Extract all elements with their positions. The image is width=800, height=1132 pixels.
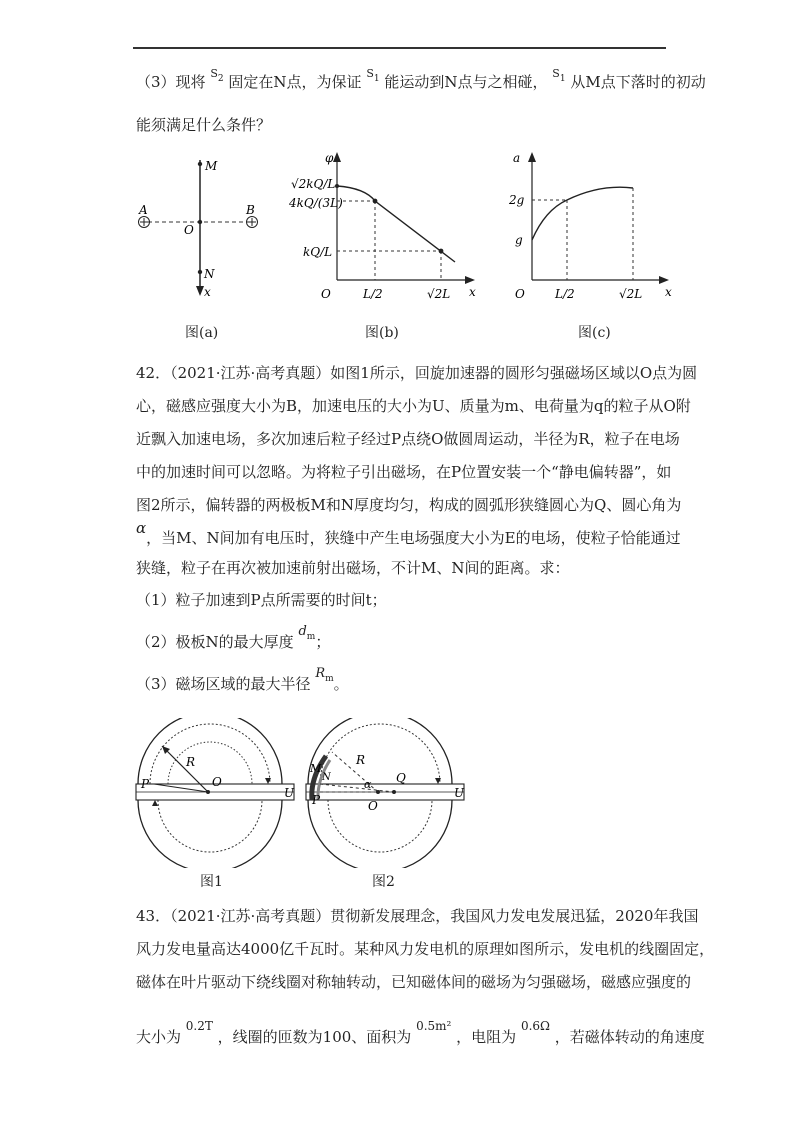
xtick-sqrt2l: √2L	[619, 287, 643, 301]
q41-part3-line1	[136, 67, 706, 95]
dm-symbol: d	[298, 624, 307, 639]
phi-label: φ	[325, 151, 334, 165]
label-o: O	[368, 799, 378, 813]
center-o	[376, 790, 380, 794]
label-r: R	[186, 755, 196, 769]
q42-line7: 狭缝，粒子在再次被加速前射出磁场，不计M、N间的距离。求：	[136, 559, 570, 577]
curve-point-1	[373, 199, 378, 204]
q43-l4-text-b: ，线圈的匝数为100、面积为	[217, 1028, 412, 1046]
symbol-s1: S	[366, 67, 374, 80]
label-m: M	[205, 159, 218, 173]
orbit-lower	[328, 800, 432, 852]
a-curve	[532, 187, 633, 240]
q42-part3	[136, 666, 349, 697]
point-m	[198, 162, 202, 166]
figure-2	[298, 718, 473, 868]
x-arrow-icon	[196, 286, 204, 296]
label-o: O	[184, 223, 194, 237]
q42-line6	[136, 519, 681, 548]
dee-lower-outer	[138, 800, 282, 868]
label-x: x	[204, 285, 211, 299]
label-u: U	[454, 786, 465, 800]
label-r: R	[356, 753, 366, 767]
orbit-upper	[320, 724, 440, 784]
q42-part2-text: （2）极板N的最大厚度	[136, 633, 294, 651]
label-alpha: α	[364, 778, 372, 791]
curve-point-2	[439, 249, 444, 254]
caption-fig-1: 图1	[200, 874, 223, 890]
q43-l4-text-d: ，若磁体转动的角速度	[554, 1028, 705, 1046]
xtick-2: √2L	[427, 287, 451, 301]
dm-sub: m	[306, 632, 316, 642]
line-q	[320, 784, 394, 792]
q43-line2: 风力发电量高达4000亿千瓦时。某种风力发电机的原理如图所示，发电机的线圈固定，	[136, 940, 715, 958]
phi-axis-arrow-icon	[333, 152, 341, 162]
q41-text-3: 从M点下落时的初动	[570, 73, 706, 91]
ytick-g: g	[515, 233, 523, 247]
center-o	[206, 790, 210, 794]
label-p: P	[312, 793, 321, 807]
ytick-2g: 2g	[509, 193, 525, 207]
label-n: N	[322, 772, 331, 783]
label-u: U	[284, 786, 295, 800]
q42-part2-end: ；	[315, 633, 331, 651]
caption-fig-c: 图(c)	[578, 325, 611, 341]
q43-line3: 磁体在叶片驱动下绕线圈对称轴转动，已知磁体间的磁场为匀强磁场，磁感应强度的	[136, 973, 692, 991]
caption-fig-2: 图2	[372, 874, 395, 890]
label-p: P	[141, 777, 150, 791]
value-resistance: 0.6Ω	[520, 1019, 550, 1033]
a-axis-arrow-icon	[528, 152, 536, 162]
charge-a-icon	[139, 217, 150, 228]
curve-start	[335, 184, 339, 188]
q42-part2	[136, 624, 331, 655]
orbit-arrow-2-icon	[152, 800, 158, 806]
q42-line4: 中的加速时间可以忽略。为将粒子引出磁场，在P位置安装一个“静电偏转器”，如	[136, 463, 672, 481]
symbol-s2: S	[210, 67, 218, 80]
xtick-l2: L/2	[555, 287, 575, 301]
point-o	[198, 220, 202, 224]
figure-c	[505, 148, 680, 308]
orbit-upper	[150, 724, 270, 784]
label-q: Q	[396, 771, 406, 785]
alpha-symbol: α	[136, 519, 147, 537]
q42-line3: 近飘入加速电场，多次加速后粒子经过P点绕O做圆周运动，半径为R，粒子在电场	[136, 430, 680, 448]
figure-b	[285, 148, 485, 308]
origin-label: O	[321, 287, 331, 301]
q42-part3-text: （3）磁场区域的最大半径	[136, 675, 311, 693]
orbit-lower	[158, 800, 262, 852]
value-area: 0.5m²	[416, 1019, 452, 1033]
point-n	[198, 270, 202, 274]
center-q	[392, 790, 396, 794]
label-a: A	[139, 203, 148, 217]
q41-text-2: 能运动到N点与之相碰，	[384, 73, 548, 91]
x-axis-arrow-icon	[659, 276, 669, 284]
q42-line6-text: ，当M、N间加有电压时，狭缝中产生电场强度大小为E的电场，使粒子恰能通过	[146, 529, 681, 547]
q42-part1: （1）粒子加速到P点所需要的时间t；	[136, 591, 387, 609]
value-b-field: 0.2T	[185, 1019, 213, 1033]
q42-line2: 心，磁感应强度大小为B，加速电压的大小为U、质量为m、电荷量为q的粒子从O附	[136, 397, 691, 415]
rm-symbol: R	[315, 666, 326, 681]
radius-r	[162, 746, 208, 792]
ytick-3: kQ/L	[303, 245, 333, 259]
symbol-s1b: S	[552, 67, 560, 80]
top-rule	[133, 47, 666, 49]
x-label: x	[665, 285, 672, 299]
radius-line	[154, 784, 208, 792]
label-n: N	[204, 267, 215, 281]
part-number: （3）现将	[136, 73, 206, 91]
label-o: O	[212, 775, 222, 789]
a-label: a	[513, 151, 521, 165]
symbol-s1b-sub: 1	[559, 74, 566, 84]
figure-a	[130, 150, 270, 310]
label-b: B	[246, 203, 255, 217]
caption-fig-a: 图(a)	[185, 325, 219, 341]
q43-l4-text-a: 大小为	[136, 1028, 182, 1046]
origin-label: O	[515, 287, 525, 301]
ytick-2: 4kQ/(3L)	[289, 196, 343, 210]
x-label: x	[469, 285, 476, 299]
q43-line1: 43．（2021·江苏·高考真题）贯彻新发展理念，我国风力发电发展迅猛，2020年我国	[136, 907, 699, 925]
q42-line5: 图2所示，偏转器的两极板M和N厚度均匀，构成的圆弧形狭缝圆心为Q、圆心角为	[136, 496, 682, 514]
symbol-s2-sub: 2	[217, 74, 224, 84]
symbol-s1-sub: 1	[373, 74, 380, 84]
charge-b-icon	[247, 217, 258, 228]
q42-part3-end: 。	[333, 675, 349, 693]
q41-text-1: 固定在N点，为保证	[228, 73, 362, 91]
q41-part3-line2: 能须满足什么条件？	[136, 116, 272, 134]
orbit-inner	[168, 742, 252, 784]
caption-fig-b: 图(b)	[365, 325, 399, 341]
x-axis-arrow-icon	[465, 276, 475, 284]
dee-lower-outer	[308, 800, 452, 868]
rm-sub: m	[325, 674, 334, 684]
q43-l4-text-c: ，电阻为	[456, 1028, 517, 1046]
q42-line1: 42．（2021·江苏·高考真题）如图1所示，回旋加速器的圆形匀强磁场区域以O点为圆	[136, 364, 698, 382]
xtick-1: L/2	[363, 287, 383, 301]
phi-curve	[337, 186, 455, 262]
ytick-1: √2kQ/L	[291, 177, 336, 191]
figure-1	[128, 718, 298, 868]
label-m: M	[310, 762, 322, 775]
